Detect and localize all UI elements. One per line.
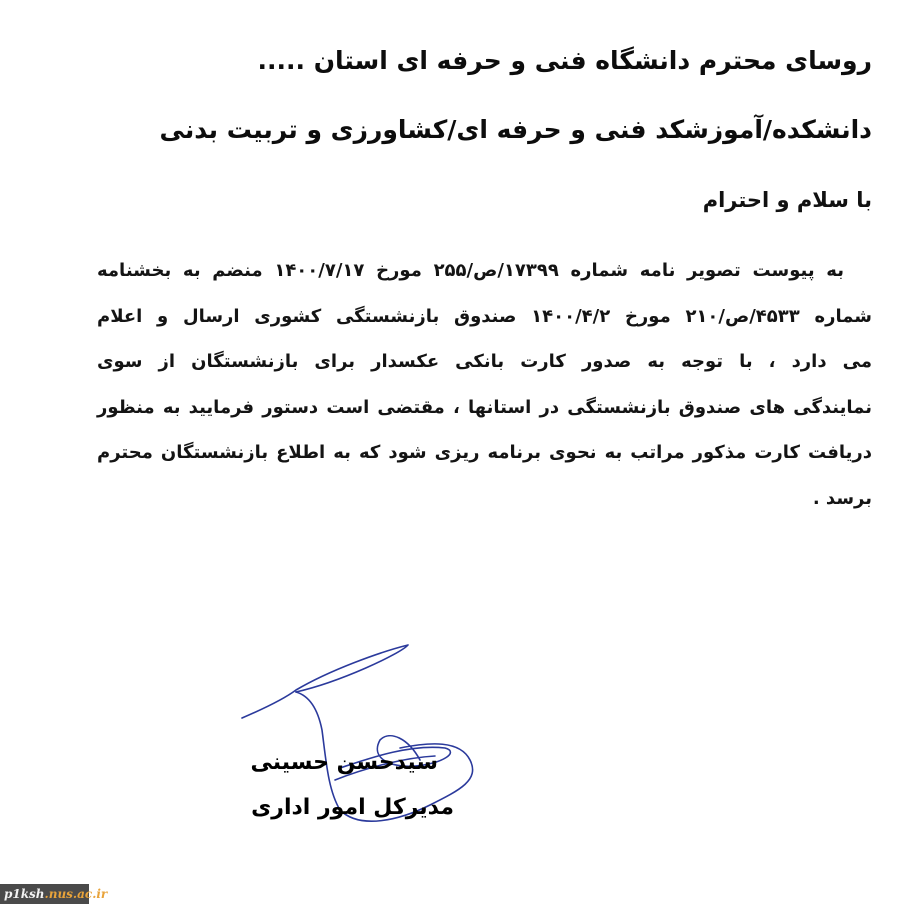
greeting: با سلام و احترام [702,188,872,212]
body-line: دریافت کارت مذکور مراتب به نحوی برنامه ریزی شود که به اطلاع بازنشستگان محترم [97,442,872,463]
body-line: برسد . [812,487,872,509]
letter-body [97,248,872,521]
signer-title: مدیرکل امور اداری [251,795,454,820]
body-line: به پیوست تصویر نامه شماره ۱۷۳۹۹/ص/۲۵۵ مورخ ۱۴۰۰/۷/۱۷ منضم به بخشنامه [97,260,844,281]
recipient-heading: روسای محترم دانشگاه فنی و حرفه ای استان ..... [257,46,872,75]
body-line: شماره ۴۵۳۳/ص/۲۱۰ مورخ ۱۴۰۰/۴/۲ صندوق بازنشستگی کشوری ارسال و اعلام [97,305,872,327]
recipient-subheading: دانشکده/آموزشکد فنی و حرفه ای/کشاورزی و تربیت بدنی [159,115,872,144]
watermark-domain: .nus.ac.ir [44,887,108,901]
body-line: می دارد ، با توجه به صدور کارت بانکی عکسدار برای بازنشستگان از سوی [97,351,872,372]
site-watermark [0,884,108,904]
signer-name: سیدحسن حسینی [250,750,438,775]
body-line: نمایندگی های صندوق بازنشستگی در استانها ، مقتضی است دستور فرمایید به منظور [97,396,872,418]
watermark-prefix: p1ksh [4,887,45,901]
signature-block [230,630,500,860]
handwritten-signature-icon [230,630,500,860]
